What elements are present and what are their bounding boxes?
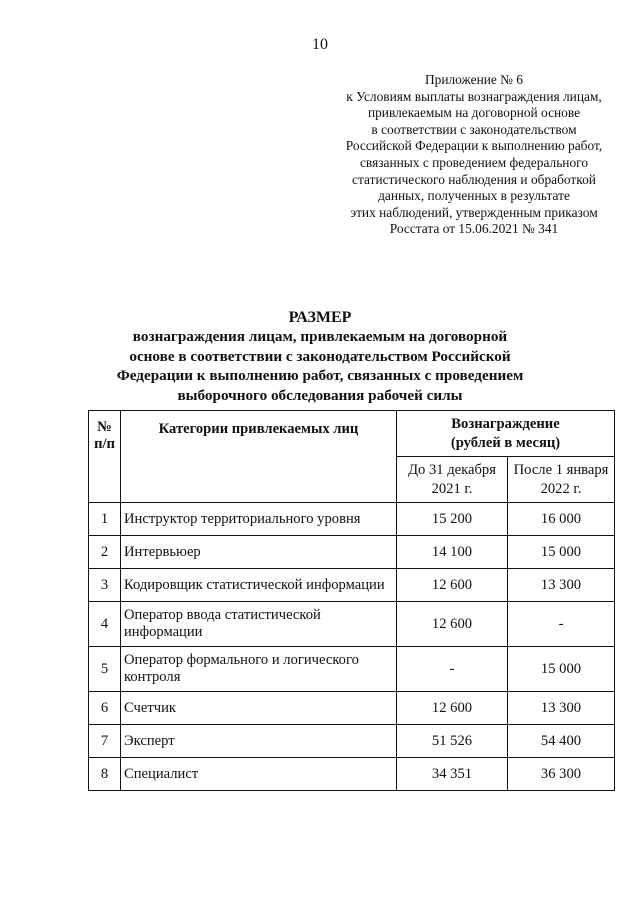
header-period-from-2022	[508, 457, 615, 503]
header-number-abbrev: п/п	[94, 436, 115, 452]
table-row	[89, 647, 615, 692]
appendix-block	[330, 72, 618, 238]
row-number: 3	[89, 569, 121, 602]
document-title: РАЗМЕР	[288, 309, 352, 326]
appendix-line: этих наблюдений, утвержденным приказом	[350, 204, 598, 220]
row-value-from-2022: 54 400	[508, 725, 615, 758]
row-category: Кодировщик статистической информации	[121, 569, 397, 602]
subtitle-line: основе в соответствии с законодательством Российской	[129, 347, 511, 365]
row-number: 8	[89, 758, 121, 791]
row-value-from-2022: -	[508, 602, 615, 647]
appendix-line: Российской Федерации к выполнению работ,	[345, 138, 603, 154]
row-value-until-2021: -	[397, 647, 508, 692]
row-value-from-2022: 15 000	[508, 647, 615, 692]
row-value-until-2021: 12 600	[397, 569, 508, 602]
row-value-from-2022: 13 300	[508, 569, 615, 602]
header-period-until-2021-line1: До 31 декабря	[408, 461, 496, 478]
appendix-line: статистического наблюдения и обработкой	[352, 171, 596, 187]
row-number: 6	[89, 692, 121, 725]
row-value-until-2021: 12 600	[397, 692, 508, 725]
rates-table	[88, 410, 615, 791]
row-category: Оператор формального и логического контроля	[121, 647, 397, 692]
appendix-line: в соответствии с законодательством	[371, 121, 577, 137]
row-number: 4	[89, 602, 121, 647]
table-row	[89, 602, 615, 647]
appendix-line: связанных с проведением федерального	[359, 154, 589, 170]
row-value-from-2022: 36 300	[508, 758, 615, 791]
header-reward-unit: (рублей в месяц)	[450, 434, 561, 451]
table-row	[89, 503, 615, 536]
table-row	[89, 536, 615, 569]
row-value-until-2021: 51 526	[397, 725, 508, 758]
row-category: Оператор ввода статистической информации	[121, 602, 397, 647]
table-row	[89, 725, 615, 758]
header-period-until-2021-line2: 2021 г.	[431, 480, 473, 497]
page-number: 10	[312, 36, 328, 53]
row-category: Эксперт	[121, 725, 397, 758]
subtitle-line: вознаграждения лицам, привлекаемым на договорной	[132, 328, 508, 345]
row-value-from-2022: 16 000	[508, 503, 615, 536]
row-number: 2	[89, 536, 121, 569]
table-row	[89, 692, 615, 725]
row-value-until-2021: 15 200	[397, 503, 508, 536]
row-category: Интервьюер	[121, 536, 397, 569]
header-period-from-2022-line1: После 1 января	[513, 461, 609, 478]
table-row	[89, 569, 615, 602]
header-number-symbol: №	[97, 419, 112, 435]
header-reward-title: Вознаграждение	[451, 415, 560, 432]
row-number: 5	[89, 647, 121, 692]
header-reward	[397, 411, 615, 457]
row-category: Специалист	[121, 758, 397, 791]
subtitle-line: Федерации к выполнению работ, связанных с проведением	[116, 367, 524, 384]
appendix-line: данных, полученных в результате	[378, 188, 570, 204]
row-number: 1	[89, 503, 121, 536]
row-number: 7	[89, 725, 121, 758]
document-subtitle	[0, 327, 640, 405]
header-period-until-2021	[397, 457, 508, 503]
row-category: Счетчик	[121, 692, 397, 725]
header-category: Категории привлекаемых лиц	[121, 411, 397, 503]
header-number	[89, 411, 121, 503]
table-row	[89, 758, 615, 791]
row-value-from-2022: 13 300	[508, 692, 615, 725]
row-category: Инструктор территориального уровня	[121, 503, 397, 536]
subtitle-line: выборочного обследования рабочей силы	[177, 386, 463, 404]
row-value-from-2022: 15 000	[508, 536, 615, 569]
row-value-until-2021: 14 100	[397, 536, 508, 569]
header-period-from-2022-line2: 2022 г.	[540, 480, 582, 497]
appendix-line: привлекаемым на договорной основе	[367, 105, 581, 121]
row-value-until-2021: 34 351	[397, 758, 508, 791]
appendix-line: к Условиям выплаты вознаграждения лицам,	[346, 88, 602, 104]
appendix-line: Росстата от 15.06.2021 № 341	[389, 221, 559, 237]
row-value-until-2021: 12 600	[397, 602, 508, 647]
appendix-line: Приложение № 6	[424, 72, 524, 87]
